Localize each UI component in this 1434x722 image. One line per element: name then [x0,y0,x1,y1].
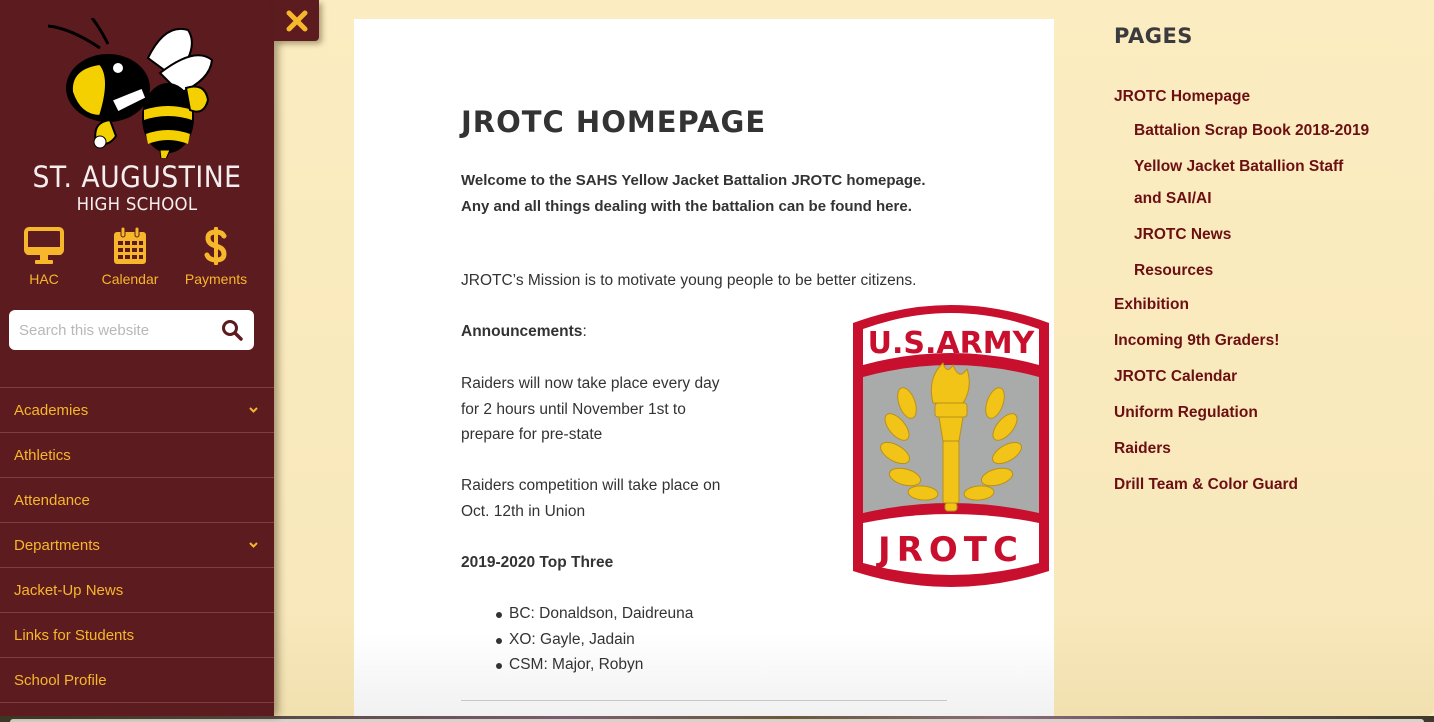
quick-link-label: HAC [29,271,59,287]
quick-link-label: Calendar [101,271,159,287]
close-x-icon [286,10,308,32]
page-link-battalion-scrap-book[interactable]: Battalion Scrap Book 2018-2019 [1134,122,1370,139]
quick-link-calendar[interactable] [100,226,160,287]
page-title: JROTC HOMEPAGE [461,105,767,139]
nav-item-label: Athletics [14,446,71,464]
nav-item-label: Departments [14,536,100,554]
announcement-item: Raiders will now take place every day for 2 hours until November 1st to prepare for pre-state [461,375,720,443]
nav-item-label: Links for Students [14,626,135,644]
page-link-jrotc-news[interactable]: JROTC News [1134,226,1232,243]
yellow-jacket-mascot-icon [0,18,274,158]
school-name-line2: HIGH SCHOOL [76,194,198,215]
page-link-resources[interactable]: Resources [1134,262,1214,279]
pages-list [1114,79,1414,503]
pages-widget [1114,24,1414,493]
page-link-raiders[interactable]: Raiders [1114,440,1171,457]
search-button[interactable] [220,318,244,342]
army-jrotc-emblem-icon [847,293,1055,593]
school-name-line1: ST. AUGUSTINE [32,160,242,194]
nav-item-academies[interactable] [0,388,274,433]
page-link-uniform-regulation[interactable]: Uniform Regulation [1114,404,1258,421]
page-link-incoming-9th-graders[interactable]: Incoming 9th Graders! [1114,332,1280,349]
nav-item-jacket-up-news[interactable] [0,568,274,613]
list-item: XO: Gayle, Jadain [509,627,693,653]
calendar-icon [112,226,148,266]
list-item: CSM: Major, Robyn [509,652,693,678]
content-card [354,19,1054,716]
footer-photo-strip [0,716,1434,722]
list-item: BC: Donaldson, Daidreuna [509,601,693,627]
intro-text: Welcome to the SAHS Yellow Jacket Battalion JROTC homepage. Any and all things dealing with the battalion can be found here. [461,172,926,215]
announcements-heading [461,319,587,345]
school-logo[interactable] [0,18,274,215]
sidebar [0,0,274,716]
nav-item-links-for-students[interactable] [0,613,274,658]
quick-link-hac[interactable] [20,226,68,287]
page-link-jrotc-homepage[interactable]: JROTC Homepage [1114,88,1251,105]
dollar-icon [204,226,228,266]
search-input[interactable] [19,322,220,339]
nav-item-label: School Profile [14,671,107,689]
chevron-down-icon[interactable] [248,405,258,415]
emblem-top-text: U.S.ARMY [867,326,1035,361]
monitor-icon [24,226,64,266]
announcement-item: Raiders competition will take place on Oct. 12th in Union [461,477,721,520]
nav-item-label: Attendance [14,491,90,509]
nav-item-departments[interactable] [0,523,274,568]
search-icon [221,319,243,341]
top-three-list [509,601,693,678]
quick-link-label: Payments [184,271,248,287]
widget-title: PAGES [1114,24,1193,48]
nav-item-label: Jacket-Up News [14,581,124,599]
mission-text: JROTC’s Mission is to motivate young people to be better citizens. [461,272,917,289]
divider [461,700,947,701]
chevron-down-icon[interactable] [248,540,258,550]
colon: : [582,323,587,340]
page-link-drill-team-color-guard[interactable]: Drill Team & Color Guard [1114,476,1299,493]
search-box [9,310,254,350]
emblem-bottom-text: JROTC [878,530,1024,570]
nav-item-school-profile[interactable] [0,658,274,703]
close-sidebar-button[interactable] [274,0,319,41]
main-nav [0,387,274,703]
quick-link-payments[interactable] [184,226,248,287]
nav-item-athletics[interactable] [0,433,274,478]
nav-item-label: Academies [14,401,89,419]
page-link-jrotc-calendar[interactable]: JROTC Calendar [1114,368,1238,385]
nav-item-attendance[interactable] [0,478,274,523]
announcements-label: Announcements [461,323,583,340]
page-link-battalion-staff[interactable]: Yellow Jacket Batallion Staff and SAI/AI [1134,158,1344,207]
top-three-heading: 2019-2020 Top Three [461,554,614,571]
page-link-exhibition[interactable]: Exhibition [1114,296,1189,313]
